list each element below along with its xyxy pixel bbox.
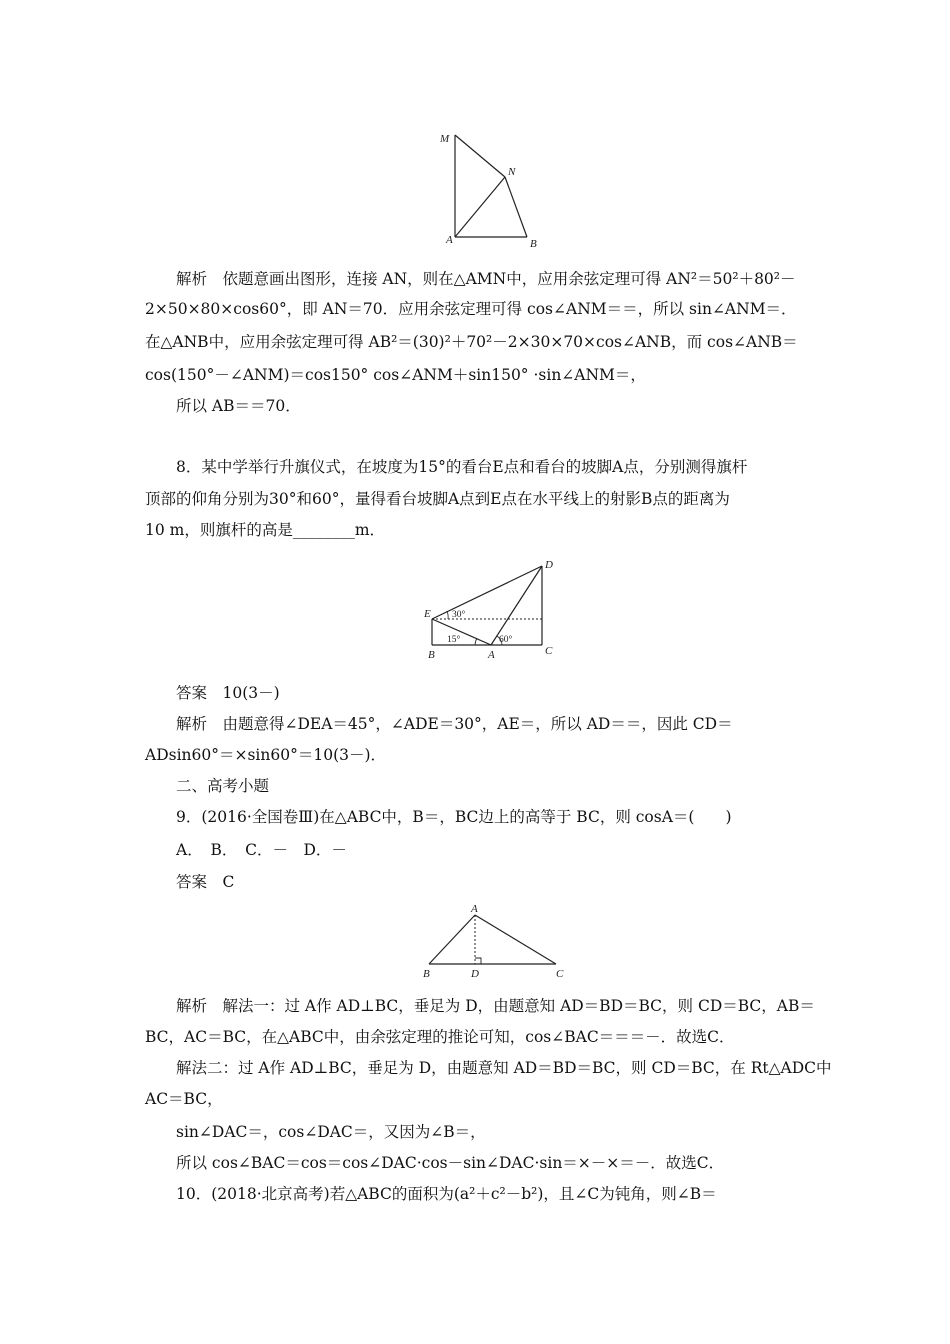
label-e: E bbox=[424, 608, 431, 620]
solution-8-line-2: ADsin60°＝×sin60°＝10(3－)． bbox=[145, 746, 387, 764]
answer-8: 答案 10(3－) bbox=[176, 684, 280, 702]
solution-9-line-1: 解析 解法一：过 A作 AD⊥BC，垂足为 D，由题意知 AD＝BD＝BC，则 CD＝BC，AB＝ bbox=[176, 997, 815, 1015]
angle-60-label: 60° bbox=[499, 635, 513, 645]
text-line-1: 解析 依题意画出图形，连接 AN，则在△AMN中，应用余弦定理可得 AN²＝50²＋80²－ bbox=[176, 270, 796, 288]
label-c2: C bbox=[545, 645, 553, 657]
solution-9-line-6: 所以 cos∠BAC＝cos＝cos∠DAC·cos－sin∠DAC·sin＝×－×＝－．故选C． bbox=[176, 1154, 725, 1172]
problem-9-options: A． B． C．－ D．－ bbox=[176, 841, 347, 859]
text-line-5: 所以 AB＝＝70． bbox=[176, 397, 301, 415]
figure-triangle-amnb bbox=[430, 125, 550, 250]
solution-9-line-5: sin∠DAC＝，cos∠DAC＝，又因为∠B＝， bbox=[176, 1123, 486, 1141]
label-d3: D bbox=[471, 968, 479, 980]
angle-15-label: 15° bbox=[447, 635, 461, 645]
label-a2: A bbox=[488, 649, 495, 661]
label-b3: B bbox=[423, 968, 430, 980]
label-c3: C bbox=[556, 968, 564, 980]
figure-flagpole bbox=[420, 556, 570, 662]
label-b: B bbox=[530, 238, 537, 250]
text-line-3: 在△ANB中，应用余弦定理可得 AB²＝(30)²＋70²－2×30×70×cos∠ANB，而 cos∠ANB＝ bbox=[145, 333, 798, 351]
text-line-2: 2×50×80×cos60°，即 AN＝70．应用余弦定理可得 cos∠ANM＝＝，所以 sin∠ANM＝． bbox=[145, 300, 797, 318]
problem-9: 9．(2016·全国卷Ⅲ)在△ABC中，B＝，BC边上的高等于 BC，则 cosA＝( ) bbox=[176, 808, 732, 826]
solution-9-line-2: BC，AC＝BC，在△ABC中，由余弦定理的推论可知，cos∠BAC＝＝＝－．故选C． bbox=[145, 1028, 735, 1046]
label-m: M bbox=[440, 133, 450, 145]
problem-10: 10．(2018·北京高考)若△ABC的面积为(a²＋c²－b²)，且∠C为钝角，则∠B＝ bbox=[176, 1185, 717, 1203]
problem-8-line-3: 10 m，则旗杆的高是________m． bbox=[145, 521, 386, 539]
label-a3: A bbox=[471, 903, 478, 915]
label-a: A bbox=[446, 234, 453, 246]
answer-9: 答案 C bbox=[176, 873, 235, 891]
solution-9-line-4: AC＝BC， bbox=[145, 1090, 223, 1108]
problem-8-line-2: 顶部的仰角分别为30°和60°，量得看台坡脚A点到E点在水平线上的射影B点的距离为 bbox=[145, 490, 730, 508]
label-d: D bbox=[545, 559, 553, 571]
text-line-4: cos(150°－∠ANM)＝cos150° cos∠ANM＋sin150° ·sin∠ANM＝， bbox=[145, 366, 646, 384]
label-b2: B bbox=[428, 649, 435, 661]
problem-8-line-1: 8．某中学举行升旗仪式，在坡度为15°的看台E点和看台的坡脚A点，分别测得旗杆 bbox=[176, 458, 748, 476]
section-heading: 二、高考小题 bbox=[176, 777, 270, 795]
solution-8-line-1: 解析 由题意得∠DEA＝45°，∠ADE＝30°，AE＝，所以 AD＝＝，因此 CD＝ bbox=[176, 715, 733, 733]
solution-9-line-3: 解法二：过 A作 AD⊥BC，垂足为 D，由题意知 AD＝BD＝BC，则 CD＝BC，在 Rt△ADC中 bbox=[176, 1059, 832, 1077]
figure-triangle-abc bbox=[415, 900, 575, 980]
label-n: N bbox=[508, 166, 516, 178]
angle-30-label: 30° bbox=[452, 610, 466, 620]
